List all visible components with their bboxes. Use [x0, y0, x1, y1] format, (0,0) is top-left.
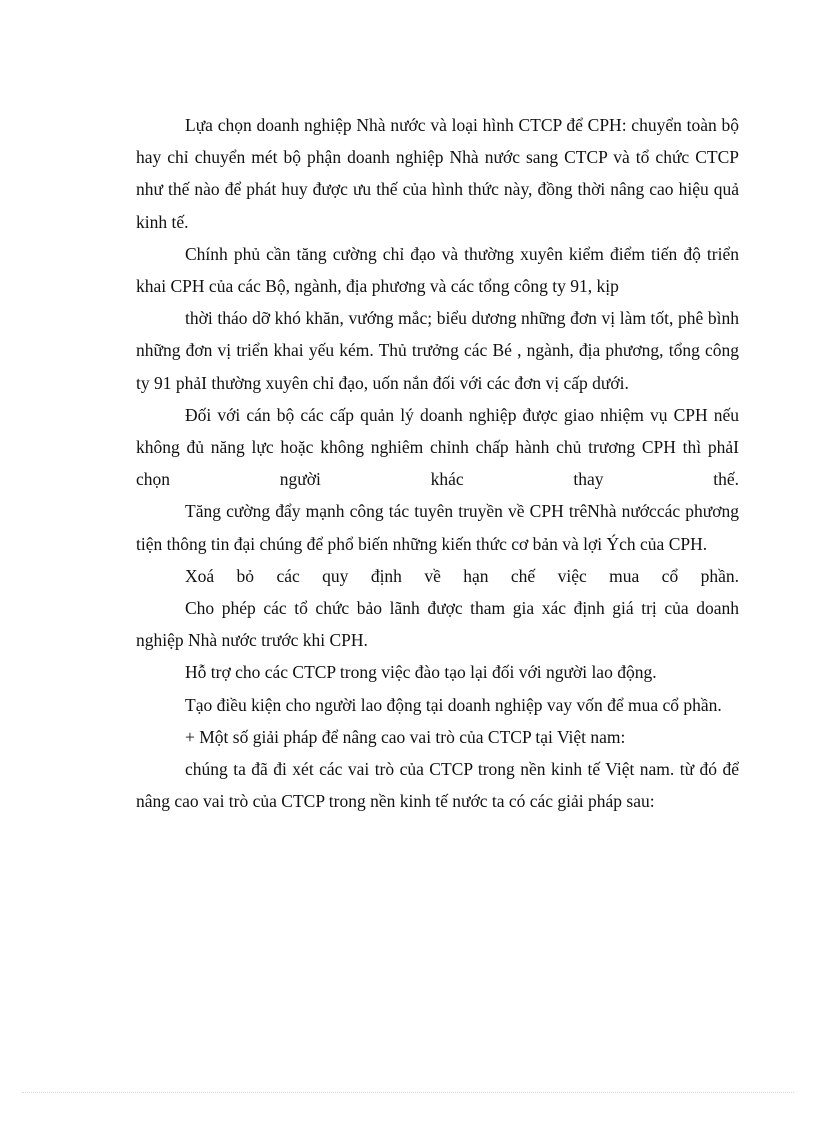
paragraph-propaganda: Tăng cường đẩy mạnh công tác tuyên truyền về CPH trêNhà nướccác phương tiện thông tin đại chúng để phổ biến những kiến thức cơ bản và lợi Ých của CPH. [136, 501, 739, 554]
paragraph-government-direction: Chính phủ cần tăng cường chỉ đạo và thường xuyên kiểm điểm tiến độ triển khai CPH của các Bộ, ngành, địa phương và các tổng công ty 91, kịp [136, 243, 739, 297]
paragraph-replace-officials: Đối với cán bộ các cấp quản lý doanh nghiệp được giao nhiệm vụ CPH nếu không đủ năng lực hoặc không nghiêm chỉnh chấp hành chủ trương CPH thì phảI chọn người khác thay thế. [136, 404, 739, 490]
paragraph-roles-intro: chúng ta đã đi xét các vai trò của CTCP trong nền kinh tế Việt nam. từ đó để nâng cao vai trò của CTCP trong nền kinh tế nước ta có các giải pháp sau: [136, 759, 739, 812]
paragraph-loans-for-workers: Tạo điều kiện cho người lao động tại doanh nghiệp vay vốn để mua cổ phần. [185, 694, 722, 715]
paragraph-remove-restrictions: Xoá bỏ các quy định về hạn chế việc mua cổ phần. [185, 565, 739, 586]
page-bottom-divider [22, 1092, 794, 1093]
paragraph-guarantee-organizations: Cho phép các tổ chức bảo lãnh được tham gia xác định giá trị của doanh nghiệp Nhà nước trước khi CPH. [136, 598, 739, 651]
paragraph-training-support: Hỗ trợ cho các CTCP trong việc đào tạo lại đối với người lao động. [185, 662, 657, 683]
paragraph-select-enterprise: Lựa chọn doanh nghiệp Nhà nước và loại hình CTCP để CPH: chuyển toàn bộ hay chỉ chuyển mét bộ phận doanh nghiệp Nhà nước sang CTCP và tổ chức CTCP như thế nào để phát huy được ưu thế của hình thức này, đồng thời nâng cao hiệu quả kinh tế. [136, 115, 739, 232]
paragraph-resolve-difficulties: thời tháo dỡ khó khăn, vướng mắc; biểu dương những đơn vị làm tốt, phê bình những đơn vị triển khai yếu kém. Thủ trưởng các Bé , ngành, địa phương, tổng công ty 91 phảI thường xuyên chỉ đạo, uốn nắn đối với các đơn vị cấp dưới. [136, 308, 739, 393]
paragraph-solutions-heading: + Một số giải pháp để nâng cao vai trò của CTCP tại Việt nam: [185, 726, 626, 747]
document-body [136, 109, 739, 817]
